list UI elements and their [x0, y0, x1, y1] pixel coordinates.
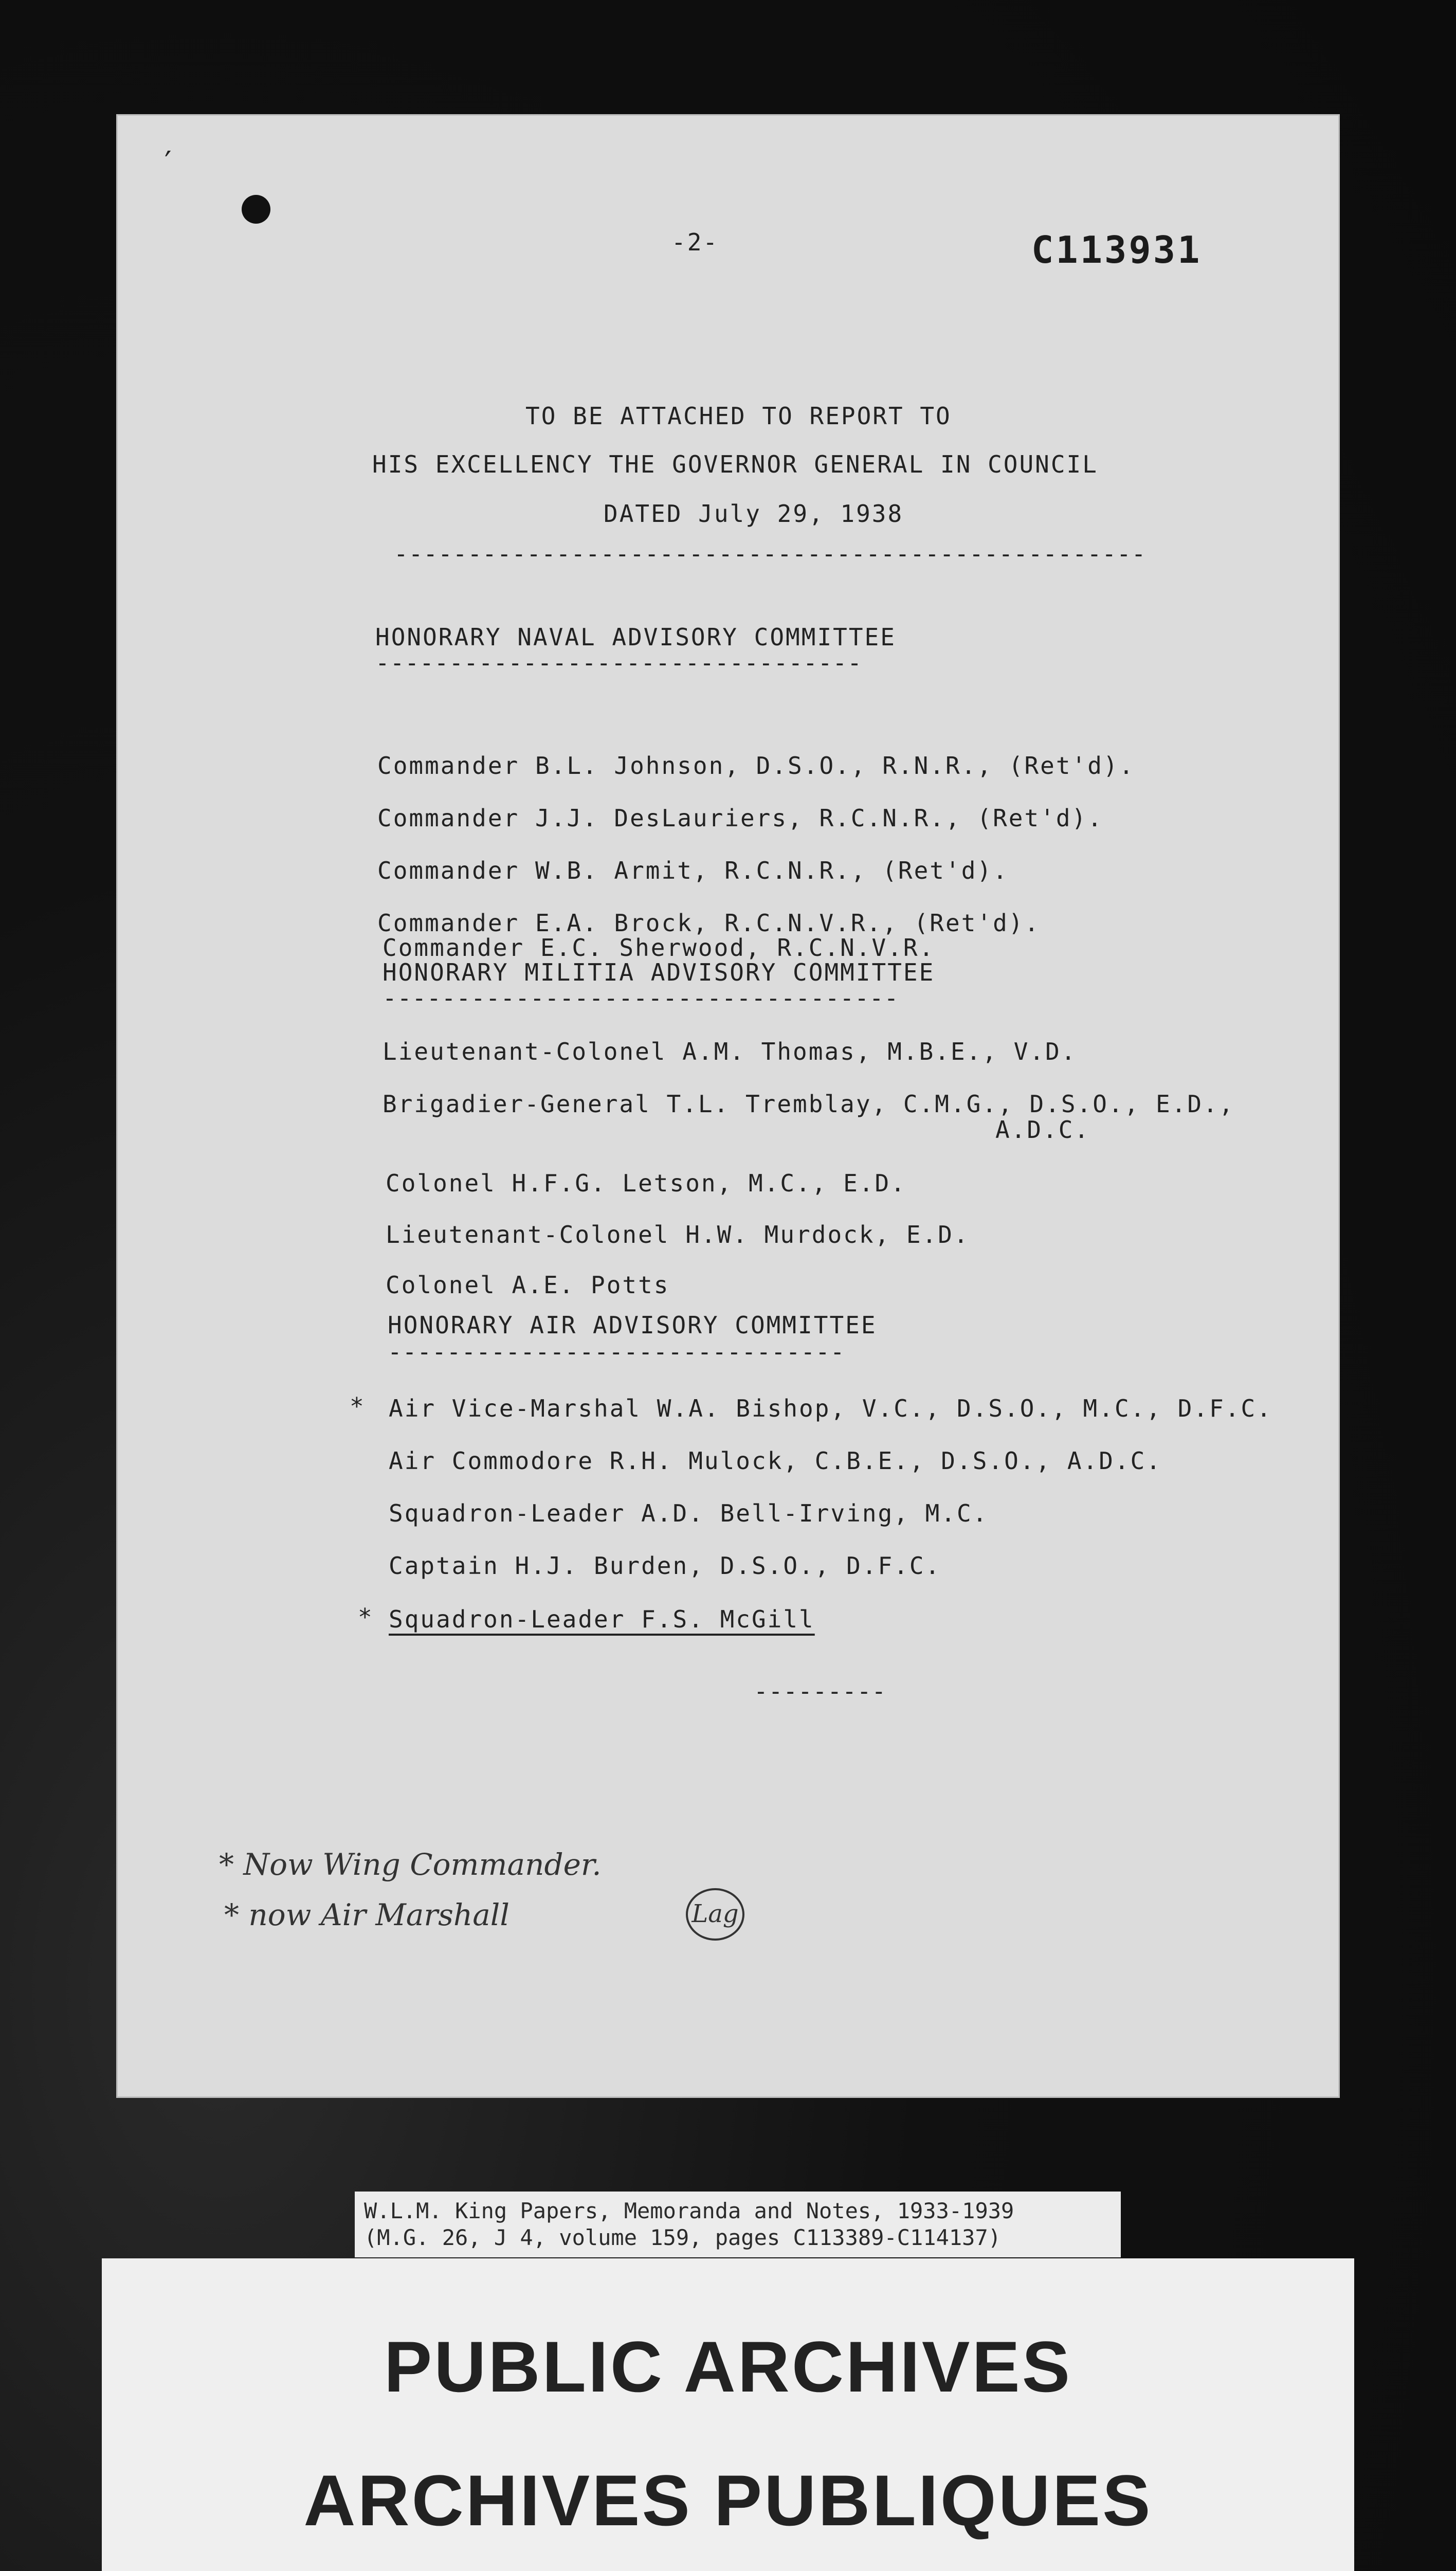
archive-label — [102, 2258, 1354, 2571]
reference-slip — [355, 2192, 1121, 2257]
punch-hole — [242, 195, 270, 224]
militia-member: Colonel H.F.G. Letson, M.C., E.D. — [386, 1169, 906, 1197]
reference-line: (M.G. 26, J 4, volume 159, pages C113389-C114137) — [364, 2225, 1002, 2250]
page-number: -2- — [671, 228, 719, 256]
end-rule: --------- — [754, 1677, 887, 1705]
air-member: Air Commodore R.H. Mulock, C.B.E., D.S.O., A.D.C. — [389, 1447, 1162, 1475]
handwritten-note: * now Air Marshall — [224, 1897, 509, 1932]
header-line-2: HIS EXCELLENCY THE GOVERNOR GENERAL IN COUNCIL — [372, 450, 1098, 478]
naval-member: Commander E.A. Brock, R.C.N.V.R., (Ret'd). — [377, 909, 1041, 937]
asterisk-mark: * — [350, 1392, 366, 1420]
militia-member-continued: A.D.C. — [995, 1116, 1090, 1144]
militia-heading: HONORARY MILITIA ADVISORY COMMITTEE — [383, 958, 935, 986]
reference-line: W.L.M. King Papers, Memoranda and Notes, 1933-1939 — [364, 2198, 1014, 2223]
air-rule: ------------------------------- — [388, 1338, 845, 1366]
militia-rule: ----------------------------------- — [383, 984, 899, 1012]
naval-heading: HONORARY NAVAL ADVISORY COMMITTEE — [375, 623, 896, 651]
document-stamp: C113931 — [1031, 228, 1202, 271]
header-line-1: TO BE ATTACHED TO REPORT TO — [525, 402, 952, 430]
naval-member: Commander J.J. DesLauriers, R.C.N.R., (Ret'd). — [377, 804, 1103, 832]
archive-label-line-2: ARCHIVES PUBLIQUES — [303, 2460, 1153, 2541]
militia-member: Lieutenant-Colonel H.W. Murdock, E.D. — [386, 1221, 970, 1248]
corner-mark: ′ — [165, 145, 172, 181]
archive-label-line-1: PUBLIC ARCHIVES — [384, 2326, 1072, 2407]
militia-member: Lieutenant-Colonel A.M. Thomas, M.B.E., V.D. — [383, 1038, 1077, 1065]
air-member: Squadron-Leader A.D. Bell-Irving, M.C. — [389, 1499, 989, 1527]
naval-member: Commander E.C. Sherwood, R.C.N.V.R. — [383, 934, 935, 962]
naval-member: Commander B.L. Johnson, D.S.O., R.N.R., (Ret'd). — [377, 752, 1135, 780]
air-member: Squadron-Leader F.S. McGill — [389, 1605, 815, 1633]
asterisk-mark: * — [358, 1603, 374, 1631]
naval-member: Commander W.B. Armit, R.C.N.R., (Ret'd). — [377, 857, 1009, 884]
document-page — [116, 114, 1340, 2098]
air-heading: HONORARY AIR ADVISORY COMMITTEE — [388, 1311, 877, 1339]
header-line-3: DATED July 29, 1938 — [604, 500, 904, 528]
handwritten-initials: Lag — [686, 1888, 744, 1941]
naval-rule: --------------------------------- — [375, 649, 862, 677]
militia-member: Brigadier-General T.L. Tremblay, C.M.G., D.S.O., E.D., — [383, 1090, 1235, 1118]
militia-member: Colonel A.E. Potts — [386, 1271, 670, 1299]
handwritten-note: * Now Wing Commander. — [219, 1847, 602, 1882]
air-member: Captain H.J. Burden, D.S.O., D.F.C. — [389, 1552, 941, 1580]
header-rule: --------------------------------------------------- — [394, 540, 1146, 568]
air-member: Air Vice-Marshal W.A. Bishop, V.C., D.S.O., M.C., D.F.C. — [389, 1395, 1272, 1422]
